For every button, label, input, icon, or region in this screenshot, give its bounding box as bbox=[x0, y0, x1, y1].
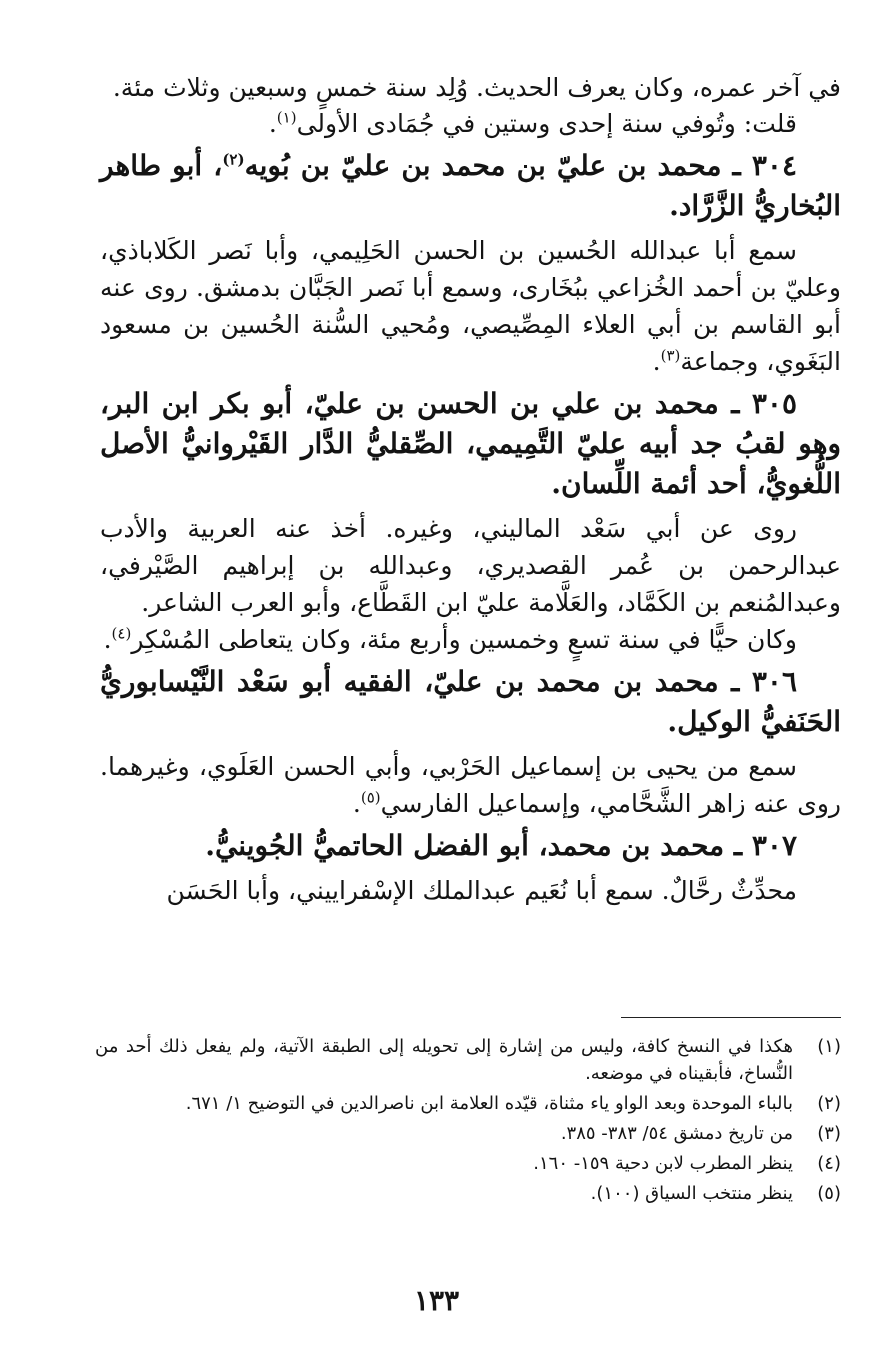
paragraph-death-note: قلت: وتُوفي سنة إحدى وستين في جُمَادى الأولى$^{(١)}$. bbox=[268, 108, 797, 138]
footnote-item bbox=[95, 1120, 841, 1147]
footnote-divider bbox=[621, 1017, 841, 1018]
entry-number: ٣٠٤ bbox=[751, 149, 797, 182]
footnote-ref-2: (٢) bbox=[222, 150, 245, 169]
entry-heading-307: ٣٠٧ ـ محمد بن محمد، أبو الفضل الحاتميُّ الجُوينيُّ. bbox=[205, 829, 797, 862]
footnote-number: (٢) bbox=[817, 1093, 841, 1114]
footnote-ref-4: (٤) bbox=[111, 624, 132, 643]
footnote-number: (١) bbox=[817, 1036, 841, 1057]
main-text bbox=[100, 70, 841, 909]
footnote-ref-3: (٣) bbox=[660, 346, 681, 365]
footnote-text: ينظر المطرب لابن دحية ١٥٩- ١٦٠. bbox=[533, 1153, 793, 1174]
entry-heading-304: ٣٠٤ ـ محمد بن عليّ بن محمد بن عليّ بن بُويه$^{(٢)}$، أبو طاهر البُخاريُّ الزَّرَّاد. bbox=[100, 149, 841, 222]
paragraph-continuation: في آخر عمره، وكان يعرف الحديث. وُلِد سنة خمسٍ وسبعين وثلاث مئة. bbox=[112, 73, 841, 102]
footnote-ref-5: (٥) bbox=[360, 788, 381, 807]
entry-heading-306: ٣٠٦ ـ محمد بن محمد بن عليّ، الفقيه أبو سَعْد النَّيْسابوريُّ الحَنَفيُّ الوكيل. bbox=[100, 665, 841, 738]
entry-number: ٣٠٧ bbox=[751, 829, 797, 862]
footnote-text: بالباء الموحدة وبعد الواو ياء مثناة، قيّده العلامة ابن ناصرالدين في التوضيح ١/ ٦٧١. bbox=[185, 1093, 793, 1114]
entry-number: ٣٠٦ bbox=[751, 665, 797, 698]
entry-body-305-note: وكان حيًّا في سنة تسعٍ وخمسين وأربع مئة، وكان يتعاطى المُسْكِر$^{(٤)}$. bbox=[103, 624, 797, 654]
entry-body-305: روى عن أبي سَعْد الماليني، وغيره. أخذ عنه العربية والأدب عبدالرحمن بن عُمر القصديري، وعبدالله بن إبراهيم الصَّيْرفي، وعبدالمُنعم بن الكَمَّاد، والعَلَّامة عليّ ابن القَطَّاع، وأبو العرب الشاعر. bbox=[100, 514, 841, 617]
footnote-text: هكذا في النسخ كافة، وليس من إشارة إلى تحويله إلى الطبقة الآتية، ولم يفعل ذلك أحد من النُّساخ، فأبقيناه في موضعه. bbox=[95, 1036, 793, 1084]
footnote-text: من تاريخ دمشق ٥٤/ ٣٨٣- ٣٨٥. bbox=[560, 1123, 793, 1144]
page-number: ١٣٣ bbox=[413, 1284, 460, 1317]
entry-heading-305: ٣٠٥ ـ محمد بن علي بن الحسن بن عليّ، أبو بكر ابن البر، وهو لقبُ جد أبيه عليّ التَّمِيمي، الصِّقليُّ الدَّار القَيْروانيُّ الأصل اللُّغويُّ، أحد أئمة اللِّسان. bbox=[100, 387, 841, 500]
footnote-item bbox=[95, 1150, 841, 1177]
footnote-item bbox=[95, 1033, 841, 1087]
footnote-number: (٤) bbox=[817, 1153, 841, 1174]
entry-body-304: سمع أبا عبدالله الحُسين بن الحسن الحَلِيمي، وأبا نَصر الكَلاباذي، وعليّ بن أحمد الخُزاعي ببُخَارى، وسمع أبا نَصر الجَبَّان بدمشق. روى عنه أبو القاسم بن أبي العلاء المِصِّيصي، ومُحيي السُّنة الحُسين بن مسعود البَغَوي، وجماعة$^{(٣)}$. bbox=[100, 236, 841, 376]
footnote-item bbox=[95, 1090, 841, 1117]
footnote-number: (٣) bbox=[817, 1123, 841, 1144]
entry-number: ٣٠٥ bbox=[751, 387, 797, 420]
footnote-ref-1: (١) bbox=[276, 108, 297, 127]
footnote-text: ينظر منتخب السياق (١٠٠). bbox=[590, 1183, 793, 1204]
entry-body-306: سمع من يحيى بن إسماعيل الحَرْبي، وأبي الحسن العَلَوي، وغيرهما. روى عنه زاهر الشَّحَّامي، وإسماعيل الفارسي$^{(٥)}$. bbox=[100, 752, 841, 818]
footnote-item bbox=[95, 1180, 841, 1207]
footnote-number: (٥) bbox=[817, 1183, 841, 1204]
entry-body-307: محدِّثٌ رحَّالٌ. سمع أبا نُعَيم عبدالملك الإسْفراييني، وأبا الحَسَن bbox=[166, 876, 797, 905]
footnotes bbox=[95, 1033, 841, 1210]
